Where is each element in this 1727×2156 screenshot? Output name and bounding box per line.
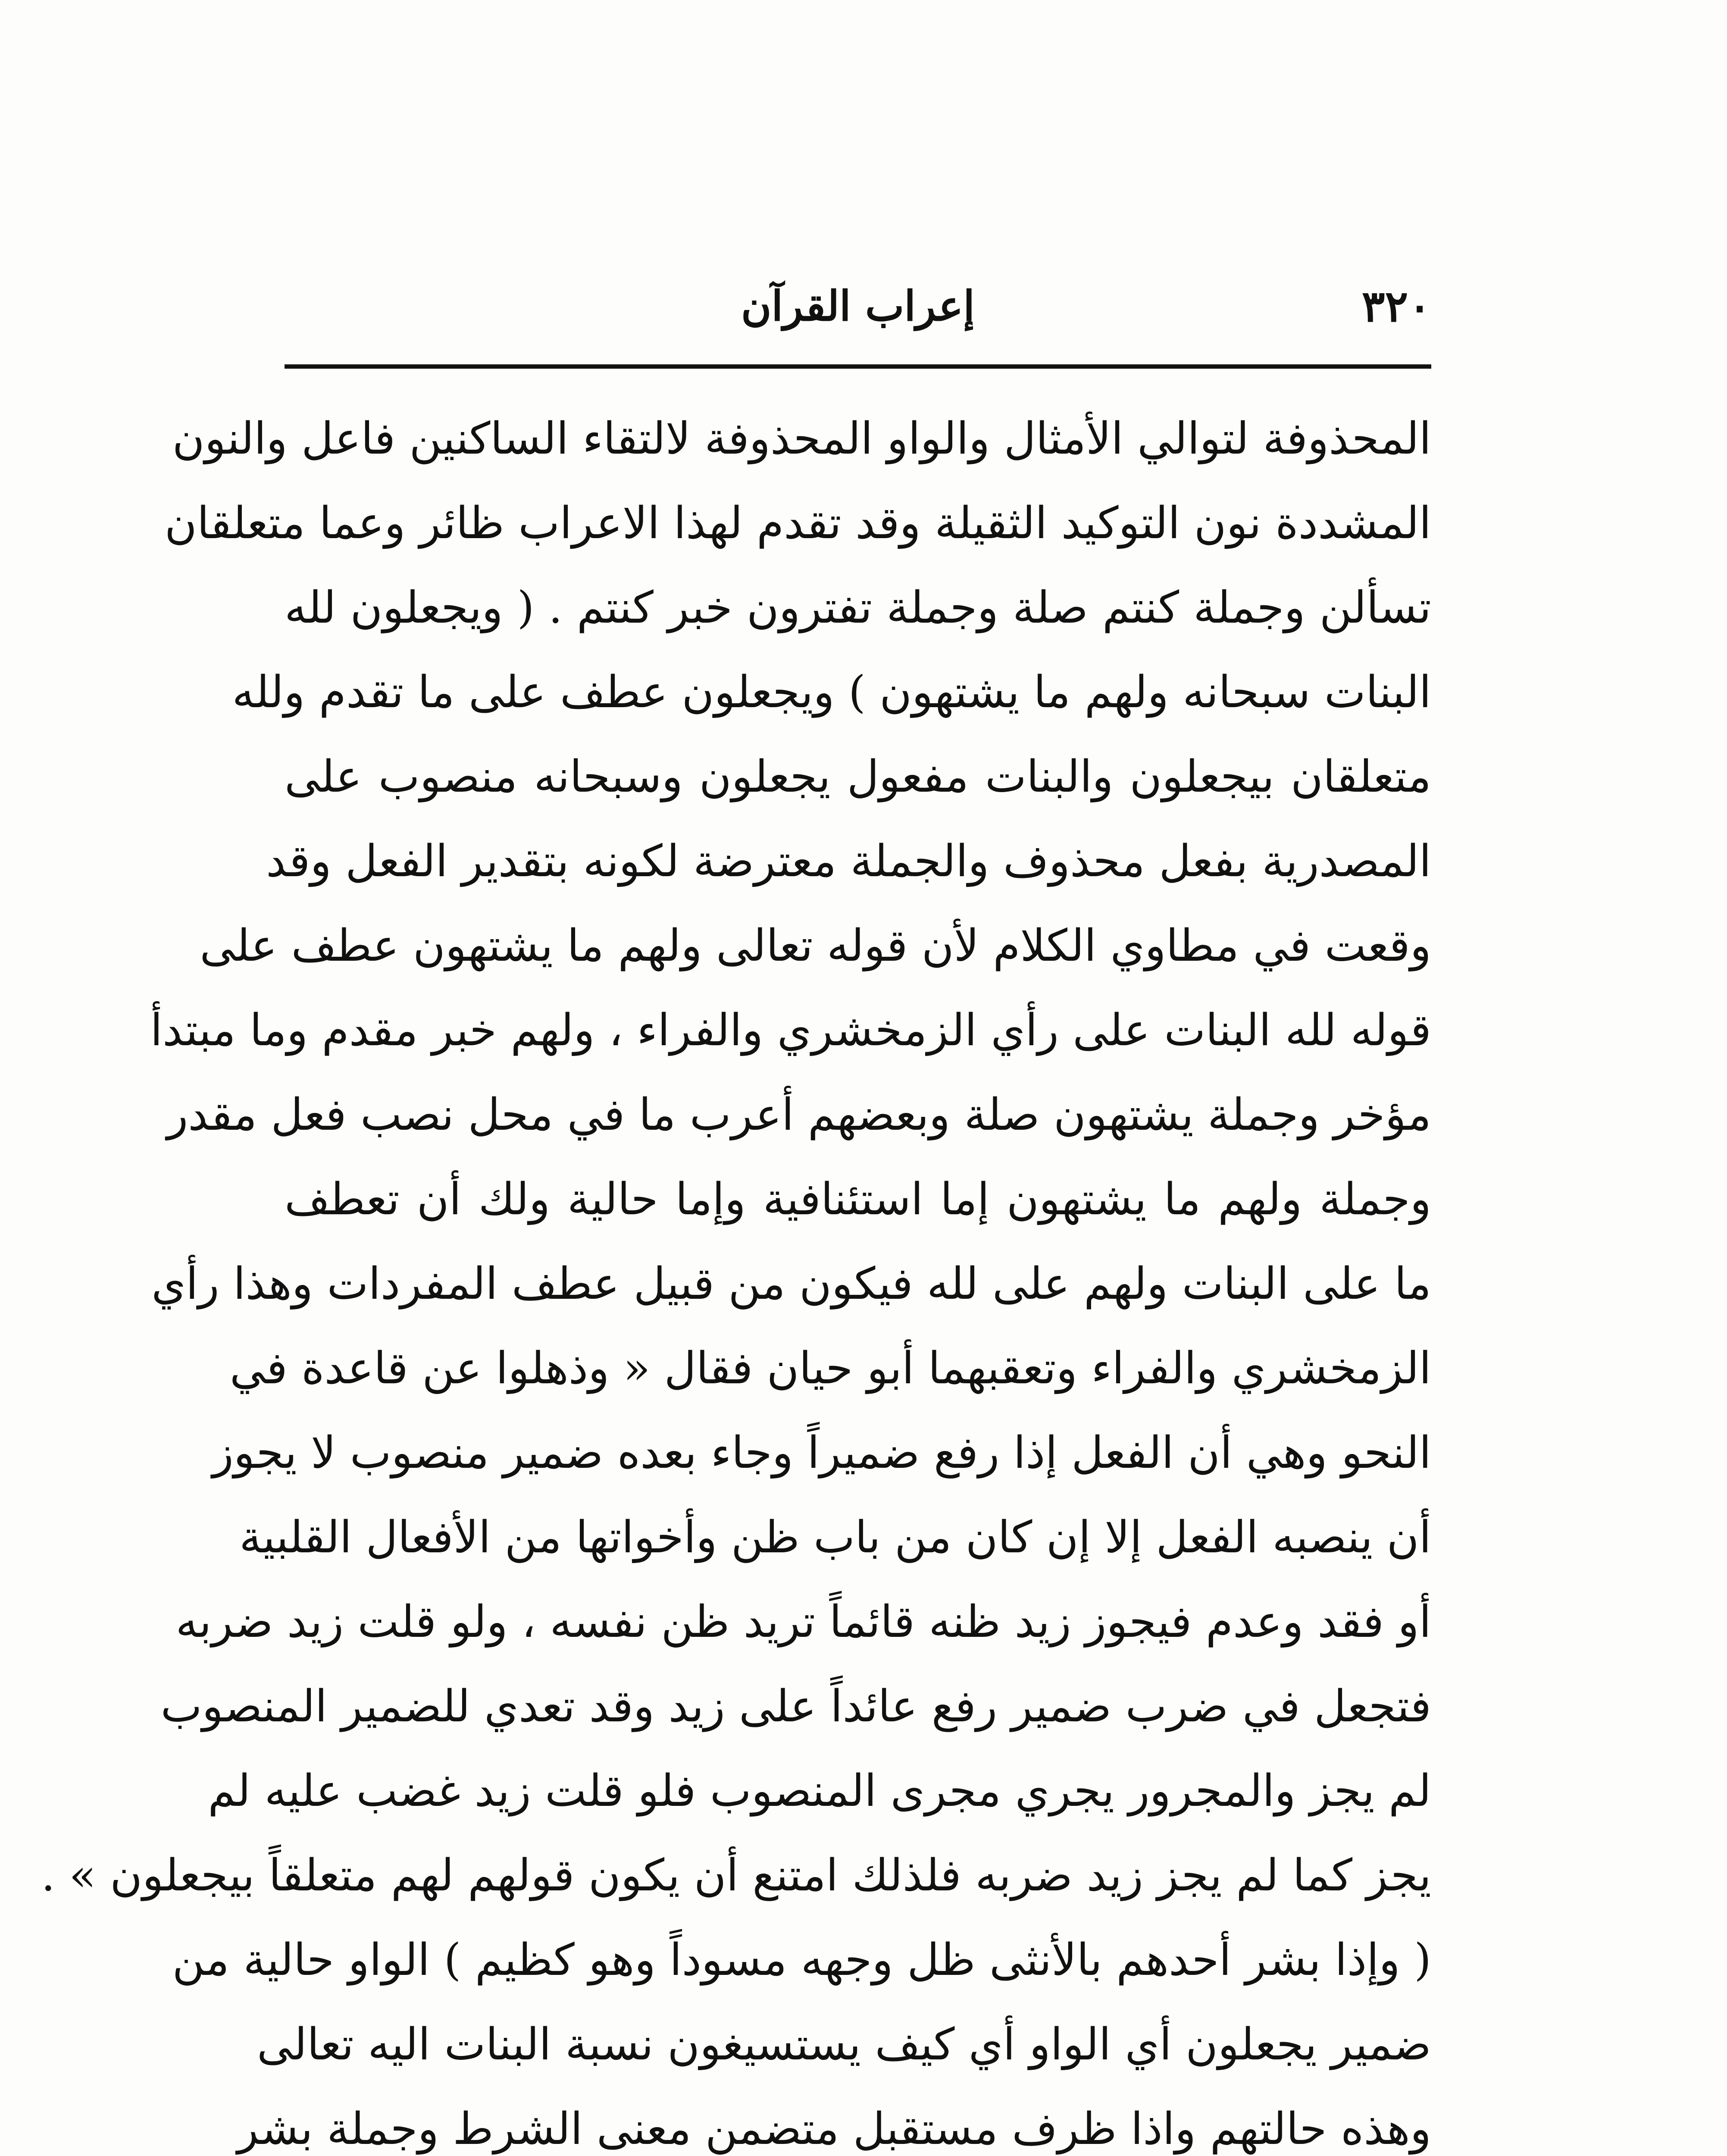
text-line: لم يجز والمجرور يجري مجرى المنصوب فلو قلت زيد غضب عليه لم bbox=[208, 1765, 1431, 1817]
text-line: متعلقان بيجعلون والبنات مفعول يجعلون وسبحانه منصوب على bbox=[285, 751, 1431, 802]
text-line: المشددة نون التوكيد الثقيلة وقد تقدم لهذا الاعراب ظائر وعما متعلقان bbox=[164, 498, 1431, 549]
text-line: البنات سبحانه ولهم ما يشتهون ) ويجعلون عطف على ما تقدم ولله bbox=[232, 667, 1431, 718]
text-line: ضمير يجعلون أي الواو أي كيف يستسيغون نسبة البنات اليه تعالى bbox=[257, 2019, 1431, 2070]
page-number: ٣٢٠ bbox=[1361, 281, 1431, 332]
page-header bbox=[285, 276, 1431, 336]
text-line: يجز كما لم يجز زيد ضربه فلذلك امتنع أن يكون قولهم لهم متعلقاً بيجعلون » . bbox=[41, 1850, 1431, 1901]
text-line: تسألن وجملة كنتم صلة وجملة تفترون خبر كنتم . ( ويجعلون لله bbox=[285, 582, 1431, 633]
text-line: وقعت في مطاوي الكلام لأن قوله تعالى ولهم ما يشتهون عطف على bbox=[200, 920, 1431, 971]
header-divider bbox=[285, 364, 1431, 369]
body-text bbox=[41, 397, 1431, 2156]
text-line: فتجعل في ضرب ضمير رفع عائداً على زيد وقد تعدي للضمير المنصوب bbox=[160, 1681, 1431, 1732]
running-title: إعراب القرآن bbox=[741, 282, 975, 330]
text-line: وهذه حالتهم واذا ظرف مستقبل متضمن معنى الشرط وجملة بشر bbox=[237, 2103, 1431, 2155]
text-line: مؤخر وجملة يشتهون صلة وبعضهم أعرب ما في محل نصب فعل مقدر bbox=[166, 1089, 1431, 1141]
text-line: المصدرية بفعل محذوف والجملة معترضة لكونه بتقدير الفعل وقد bbox=[266, 836, 1431, 887]
text-line: قوله لله البنات على رأي الزمخشري والفراء ، ولهم خبر مقدم وما مبتدأ bbox=[150, 1005, 1431, 1056]
text-line: ( وإذا بشر أحدهم بالأنثى ظل وجهه مسوداً وهو كظيم ) الواو حالية من bbox=[172, 1934, 1431, 1986]
text-line: النحو وهي أن الفعل إذا رفع ضميراً وجاء بعده ضمير منصوب لا يجوز bbox=[212, 1427, 1431, 1479]
text-line: وجملة ولهم ما يشتهون إما استئنافية وإما حالية ولك أن تعطف bbox=[285, 1174, 1431, 1225]
text-line: ما على البنات ولهم على لله فيكون من قبيل عطف المفردات وهذا رأي bbox=[151, 1258, 1431, 1310]
text-line: أو فقد وعدم فيجوز زيد ظنه قائماً تريد ظن نفسه ، ولو قلت زيد ضربه bbox=[175, 1596, 1431, 1648]
text-line: الزمخشري والفراء وتعقبهما أبو حيان فقال « وذهلوا عن قاعدة في bbox=[229, 1343, 1431, 1394]
text-line: المحذوفة لتوالي الأمثال والواو المحذوفة لالتقاء الساكنين فاعل والنون bbox=[172, 413, 1431, 464]
text-line: أن ينصبه الفعل إلا إن كان من باب ظن وأخواتها من الأفعال القلبية bbox=[239, 1512, 1431, 1563]
